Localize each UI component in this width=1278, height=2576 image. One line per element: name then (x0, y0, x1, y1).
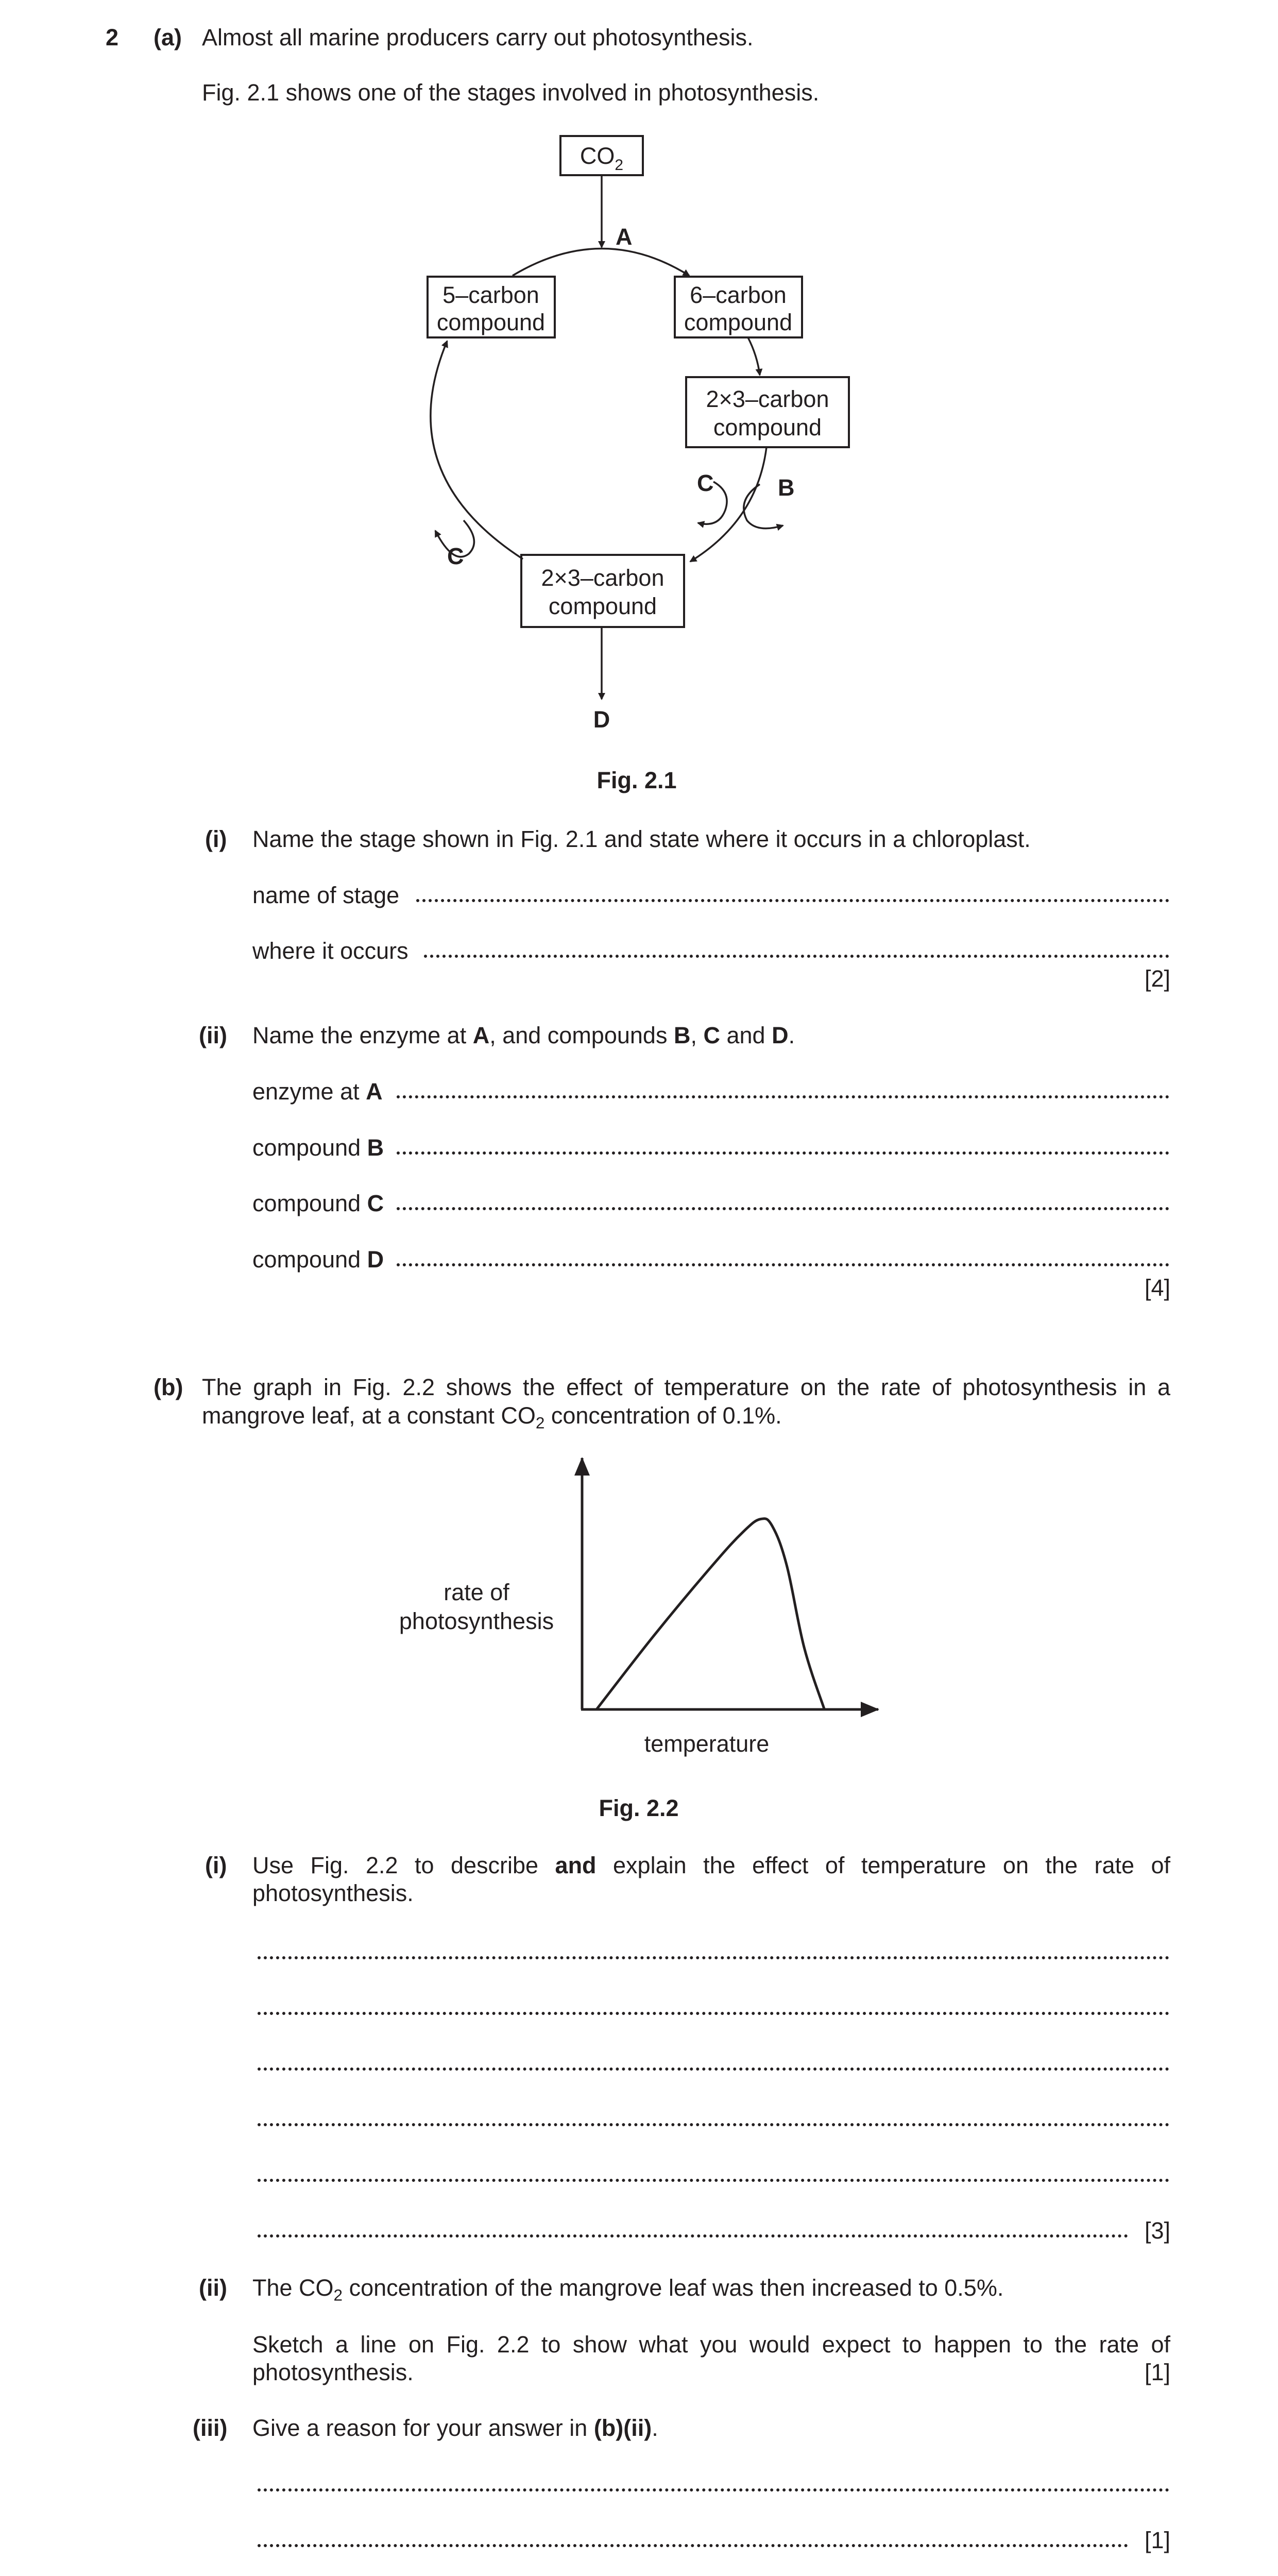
xlabel: temperature (644, 1731, 770, 1757)
part-b-label: (b) (154, 1374, 183, 1400)
six-carbon-line1: 6–carbon (690, 282, 787, 308)
figure-2-1-caption: Fig. 2.1 (597, 767, 677, 793)
upper-2x3-line2: compound (713, 414, 822, 440)
compound-b-answer-line[interactable] (397, 1151, 1169, 1155)
compound-d-label: compound D (252, 1246, 384, 1273)
compound-c-label: compound C (252, 1190, 384, 1216)
b-i-answer-line-2[interactable] (258, 2012, 1169, 2015)
b-ii-marks: [1] (1144, 2359, 1170, 2385)
six-to-two-three-arrow (748, 337, 760, 375)
a-i-text: Name the stage shown in Fig. 2.1 and state where it occurs in a chloroplast. (252, 826, 1031, 852)
b-iii-answer-line-1[interactable] (258, 2488, 1169, 2492)
b-ii-line2: Sketch a line on Fig. 2.2 to show what you would expect to happen to the rate of (252, 2331, 1170, 2358)
b-branch-arrow (744, 484, 783, 529)
five-carbon-line2: compound (436, 309, 546, 335)
ylabel-line2: photosynthesis (399, 1608, 554, 1634)
part-a-label: (a) (154, 24, 182, 50)
lower-2x3-line2: compound (548, 593, 657, 619)
b-ii-line1: The $CO_2$ concentration of the mangrove leaf was then increased to 0.5%. (252, 2275, 1004, 2304)
ylabel-line1: rate of (444, 1579, 509, 1605)
b-ii-label: (ii) (199, 2275, 227, 2301)
compound-d-answer-line[interactable] (397, 1263, 1169, 1266)
b-i-answer-line-6[interactable] (258, 2234, 1128, 2238)
question-number: 2 (106, 24, 119, 50)
a-ii-label: (ii) (199, 1022, 227, 1048)
b-i-line1: Use Fig. 2.2 to describe and explain the effect of temperature on the rate of (252, 1852, 1170, 1878)
six-carbon-line2: compound (684, 309, 793, 335)
label-b: B (778, 474, 795, 501)
a-ii-marks: [4] (1144, 1275, 1170, 1301)
figure-intro: Fig. 2.1 shows one of the stages involved in photosynthesis. (202, 79, 820, 106)
b-i-line2: photosynthesis. (252, 1880, 414, 1906)
enzyme-a-answer-line[interactable] (397, 1095, 1169, 1098)
part-b-intro-line1: The graph in Fig. 2.2 shows the effect of temperature on the rate of photosynthesis in a (202, 1374, 1170, 1400)
enzyme-at-a-label: enzyme at A (252, 1078, 383, 1105)
label-d: D (593, 706, 610, 733)
where-it-occurs-answer-line[interactable] (424, 955, 1169, 958)
photosynthesis-temperature-graph (0, 1443, 1278, 1844)
b-i-answer-line-5[interactable] (258, 2179, 1169, 2182)
b-ii-line3: photosynthesis. (252, 2359, 414, 2385)
co2-label: $CO_2$ (580, 143, 624, 174)
b-iii-marks: [1] (1144, 2527, 1170, 2553)
left-arc-arrow (431, 341, 523, 559)
rate-curve (597, 1519, 824, 1709)
five-carbon-line1: 5–carbon (442, 282, 539, 308)
where-it-occurs-label: where it occurs (252, 938, 408, 964)
compound-b-label: compound B (252, 1134, 384, 1161)
b-iii-label: (iii) (193, 2415, 228, 2441)
upper-2x3-line1: 2×3–carbon (706, 386, 829, 412)
b-iii-text: Give a reason for your answer in (b)(ii). (252, 2415, 658, 2441)
a-ii-text: Name the enzyme at A, and compounds B, C and D. (252, 1022, 795, 1048)
name-of-stage-answer-line[interactable] (416, 899, 1169, 902)
b-i-answer-line-4[interactable] (258, 2123, 1169, 2126)
top-arc-arrow (513, 249, 689, 276)
b-i-marks: [3] (1144, 2217, 1170, 2244)
calvin-cycle-diagram (0, 0, 1278, 824)
b-i-answer-line-3[interactable] (258, 2067, 1169, 2071)
label-a: A (616, 224, 633, 250)
label-c-right: C (697, 470, 714, 496)
b-i-answer-line-1[interactable] (258, 1956, 1169, 1959)
b-i-label: (i) (205, 1852, 227, 1878)
part-a-intro: Almost all marine producers carry out photosynthesis. (202, 24, 754, 50)
compound-c-answer-line[interactable] (397, 1207, 1169, 1210)
upper-to-lower-arrow (690, 447, 766, 562)
part-b-intro-line2: mangrove leaf, at a constant $CO_2$ concentration of 0.1%. (202, 1402, 782, 1432)
b-iii-answer-line-2[interactable] (258, 2544, 1128, 2547)
label-c-left: C (447, 543, 464, 569)
a-i-marks: [2] (1144, 965, 1170, 992)
lower-2x3-line1: 2×3–carbon (541, 565, 664, 591)
a-i-label: (i) (205, 826, 227, 852)
figure-2-2-caption: Fig. 2.2 (599, 1795, 679, 1821)
name-of-stage-label: name of stage (252, 882, 400, 908)
